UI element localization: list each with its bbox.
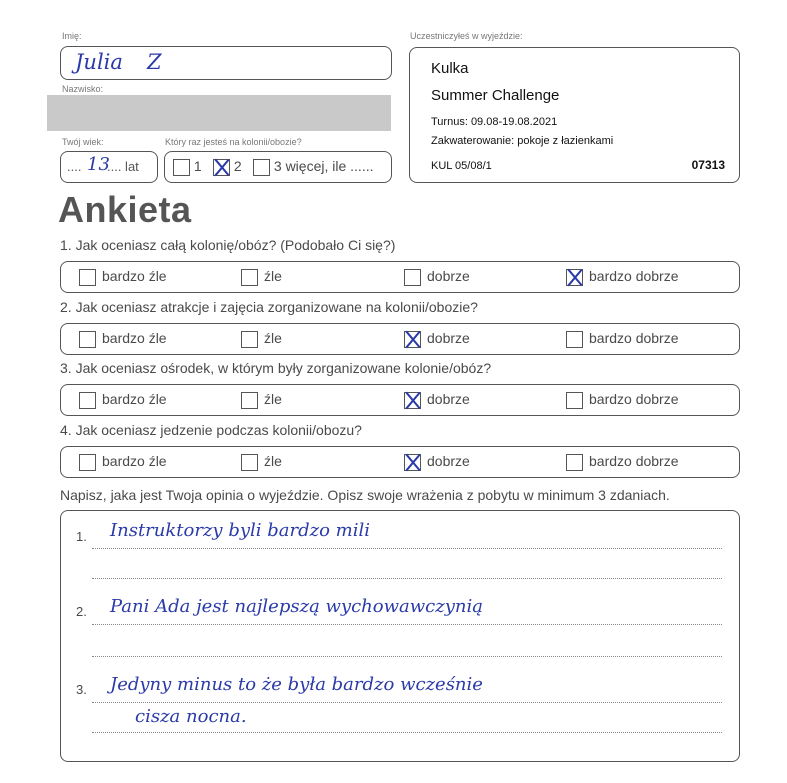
q1-checkbox-dobrze[interactable]	[404, 269, 421, 286]
ktory-raz-option-3: 3 więcej, ile ......	[273, 158, 374, 174]
ktory-raz-field	[164, 151, 392, 183]
question-1: 1. Jak oceniasz całą kolonię/obóz? (Podobało Ci się?)	[60, 237, 396, 253]
ktory-raz-checkbox-3[interactable]	[253, 159, 270, 176]
imie-field[interactable]	[60, 46, 392, 80]
answer-2-number: 2.	[76, 604, 87, 619]
trip-info-box	[409, 47, 740, 183]
q1-option-bardzo-zle: bardzo źle	[102, 268, 167, 284]
wiek-prefix: ....	[67, 159, 82, 174]
q3-checkbox-bardzo-dobrze[interactable]	[566, 392, 583, 409]
answer-1-number: 1.	[76, 529, 87, 544]
imie-value: Julia	[75, 50, 123, 74]
trip-zakwaterowanie: Zakwaterowanie: pokoje z łazienkami	[431, 135, 614, 147]
question-2-options	[60, 323, 740, 355]
trip-label: Uczestniczyłeś w wyjeździe:	[410, 31, 523, 41]
imie-extra: Z	[147, 50, 162, 74]
q2-option-dobrze: dobrze	[427, 330, 470, 346]
question-4-options	[60, 446, 740, 478]
question-1-options	[60, 261, 740, 293]
ktory-raz-checkbox-2[interactable]	[213, 159, 230, 176]
q1-option-bardzo-dobrze: bardzo dobrze	[589, 268, 679, 284]
ktory-raz-option-2: 2	[233, 158, 242, 174]
q4-option-bardzo-dobrze: bardzo dobrze	[589, 453, 679, 469]
q4-checkbox-bardzo-dobrze[interactable]	[566, 454, 583, 471]
answer-3-text-continued: cisza nocna.	[135, 706, 247, 727]
question-2: 2. Jak oceniasz atrakcje i zajęcia zorganizowane na kolonii/obozie?	[60, 299, 478, 315]
nazwisko-label: Nazwisko:	[62, 84, 104, 94]
answer-line	[92, 624, 722, 625]
page-title: Ankieta	[58, 189, 192, 230]
trip-code: KUL 05/08/1	[431, 160, 492, 172]
answer-line	[92, 548, 722, 549]
wiek-suffix: .... lat	[107, 159, 139, 174]
ktory-raz-label: Który raz jesteś na kolonii/obozie?	[165, 137, 302, 147]
imie-label: Imię:	[62, 31, 82, 41]
q3-checkbox-zle[interactable]	[241, 392, 258, 409]
q1-option-zle: źle	[264, 268, 282, 284]
q1-option-dobrze: dobrze	[427, 268, 470, 284]
q2-checkbox-bardzo-dobrze[interactable]	[566, 331, 583, 348]
q4-option-zle: źle	[264, 453, 282, 469]
q3-option-dobrze: dobrze	[427, 391, 470, 407]
answer-line	[92, 702, 722, 703]
trip-turnus: Turnus: 09.08-19.08.2021	[431, 116, 558, 128]
q1-checkbox-bardzo-dobrze[interactable]	[566, 269, 583, 286]
q3-checkbox-dobrze[interactable]	[404, 392, 421, 409]
q2-checkbox-dobrze[interactable]	[404, 331, 421, 348]
question-4: 4. Jak oceniasz jedzenie podczas kolonii/obozu?	[60, 422, 362, 438]
q3-checkbox-bardzo-zle[interactable]	[79, 392, 96, 409]
question-3: 3. Jak oceniasz ośrodek, w którym były zorganizowane kolonie/obóz?	[60, 360, 492, 376]
nazwisko-redacted	[47, 95, 391, 131]
answer-line	[92, 656, 722, 657]
q1-checkbox-zle[interactable]	[241, 269, 258, 286]
answer-line	[92, 732, 722, 733]
trip-line1: Kulka	[431, 60, 469, 77]
q3-option-zle: źle	[264, 391, 282, 407]
q2-option-zle: źle	[264, 330, 282, 346]
q4-checkbox-dobrze[interactable]	[404, 454, 421, 471]
answer-2-text: Pani Ada jest najlepszą wychowawczynią	[110, 596, 483, 617]
ktory-raz-checkbox-1[interactable]	[173, 159, 190, 176]
trip-number: 07313	[691, 158, 725, 172]
q3-option-bardzo-dobrze: bardzo dobrze	[589, 391, 679, 407]
q4-option-bardzo-zle: bardzo źle	[102, 453, 167, 469]
q2-checkbox-bardzo-zle[interactable]	[79, 331, 96, 348]
q4-checkbox-bardzo-zle[interactable]	[79, 454, 96, 471]
trip-line2: Summer Challenge	[431, 87, 560, 104]
answer-3-text: Jedyny minus to że była bardzo wcześnie	[110, 674, 483, 695]
q2-option-bardzo-dobrze: bardzo dobrze	[589, 330, 679, 346]
opinion-prompt: Napisz, jaka jest Twoja opinia o wyjeździe. Opisz swoje wrażenia z pobytu w minimum 3 zdaniach.	[60, 487, 670, 503]
q4-option-dobrze: dobrze	[427, 453, 470, 469]
answer-1-text: Instruktorzy byli bardzo mili	[110, 520, 371, 541]
ktory-raz-option-1: 1	[193, 158, 202, 174]
q1-checkbox-bardzo-zle[interactable]	[79, 269, 96, 286]
q3-option-bardzo-zle: bardzo źle	[102, 391, 167, 407]
answer-3-number: 3.	[76, 682, 87, 697]
wiek-field[interactable]	[60, 151, 158, 183]
wiek-label: Twój wiek:	[62, 137, 104, 147]
question-3-options	[60, 384, 740, 416]
q2-checkbox-zle[interactable]	[241, 331, 258, 348]
wiek-value: 13	[87, 154, 110, 175]
answer-line	[92, 578, 722, 579]
q4-checkbox-zle[interactable]	[241, 454, 258, 471]
q2-option-bardzo-zle: bardzo źle	[102, 330, 167, 346]
